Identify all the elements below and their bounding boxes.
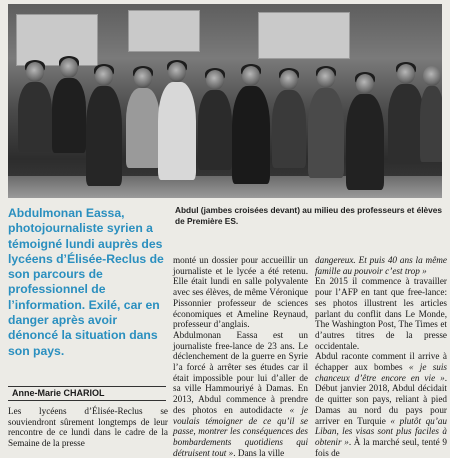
paragraph: Les lycéens d’Élisée-Reclus se souviendront sûrement longtemps de leur rencontre de ce lundi dans le cadre de la Semaine de la presse xyxy=(8,406,168,449)
paragraph-text: Abdul raconte comment il arrive à échapper aux bombes xyxy=(315,351,447,373)
person xyxy=(346,74,384,190)
photo-caption: Abdul (jambes croisées devant) au milieu des professeurs et élèves de Première ES. xyxy=(175,205,442,226)
author-byline: Anne-Marie CHARIOL xyxy=(12,388,105,398)
quote: « je suis chanceux d’être encore en vie » xyxy=(315,362,447,383)
paragraph: En 2015 il commence à travailler pour l’AFP en tant que free-lance: ses photos illustrent les articles parlant du conflit dans Le Monde, The Washington Post, The Times et d’autres titres de la presse occidentale. xyxy=(315,276,447,351)
person xyxy=(308,68,344,178)
wall-display-board xyxy=(128,10,200,52)
article-column-1 xyxy=(8,406,168,449)
divider xyxy=(8,386,166,387)
paragraph xyxy=(173,330,308,458)
person xyxy=(420,66,442,162)
person xyxy=(158,62,196,180)
paragraph-text: . À la marché seul, tenté 9 fois de xyxy=(315,436,447,458)
person xyxy=(198,70,232,170)
person xyxy=(388,64,424,164)
wall-display-board xyxy=(258,12,350,59)
person xyxy=(18,62,52,152)
article-column-3 xyxy=(315,255,447,458)
paragraph-text: Abdulmonan Eassa est un journaliste free-lance de 23 ans. Le déclenchement de la guerre en Syrie l’a forcé à arrêter ses études car il était impossible pour lui d’aller de sa ville Hammouriyé à Damas. En 2013, Abdul commence à prendre des photos en autodidacte xyxy=(173,329,308,415)
article-column-2 xyxy=(173,255,308,458)
person xyxy=(126,68,160,168)
paragraph xyxy=(315,351,447,458)
quote: « plutôt qu’au Liban, les visas sont plus faciles à obtenir » xyxy=(315,415,448,447)
paragraph: monté un dossier pour accueillir un journaliste et le lycée a été retenu. Elle était lundi en salle polyvalente avec ses élèves, de même Véronique Pissonnier professeur de sciences économiques et Ameline Reynaud, professeur d’anglais. xyxy=(173,255,308,330)
person xyxy=(272,70,306,168)
paragraph-text: . Dans la ville xyxy=(233,447,285,458)
article-headline: Abdulmonan Eassa, photojournaliste syrien a témoigné lundi auprès des lycéens d’Élisée-Reclus de son parcours de professionnel de l’information. Exilé, car en danger après avoir dénoncé la situation dans son pays. xyxy=(8,206,164,358)
paragraph-text: . Début janvier 2018, Abdul décidait de quitter son pays, reliant à pied Damas au nord du pays pour arriver en Turquie xyxy=(315,372,447,426)
group-photo xyxy=(8,4,442,198)
person xyxy=(86,66,122,186)
quote: « je voulais témoigner de ce qu’il se passe, montrer les conséquences des bombardements quotidiens qui détruisent tout » xyxy=(173,404,308,458)
quote: dangereux. Et puis 40 ans la même famille au pouvoir c’est trop » xyxy=(315,255,447,276)
person xyxy=(232,66,270,184)
divider xyxy=(8,400,166,401)
person xyxy=(52,58,86,153)
